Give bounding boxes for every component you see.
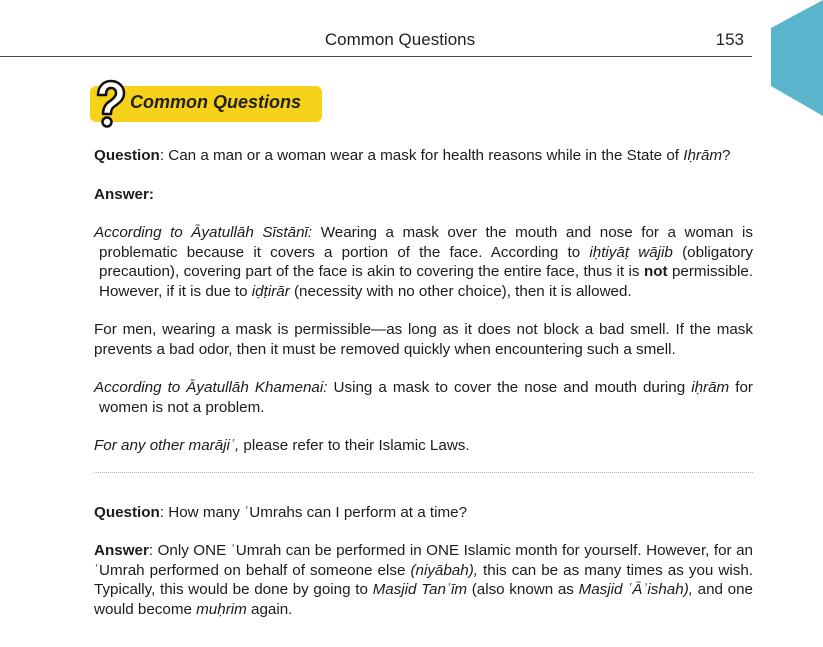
- section-banner: [90, 83, 322, 123]
- question-label: Question: [94, 147, 160, 164]
- banner-title: Common Questions: [130, 92, 302, 112]
- question-text: : How many ʿUmrahs can I perform at a time?: [159, 503, 468, 521]
- question-2: [94, 503, 753, 523]
- answer-label: Answer:: [94, 185, 154, 203]
- other-maraji-note: For any other marājiʿ, please refer to their Islamic Laws.: [94, 437, 470, 454]
- question-term: Iḥrām: [683, 147, 723, 164]
- men-ruling: For men, wearing a mask is permissible—as long as it does not block a bad smell. If the mask prevents a bad odor, then it must be removed quickly when encountering such a smell.: [94, 321, 753, 358]
- page-content: [94, 146, 753, 619]
- running-header-title: Common Questions: [324, 30, 476, 49]
- question-text: : Can a man or a woman wear a mask for health reasons while in the State of: [159, 147, 684, 164]
- question-1: [94, 146, 753, 166]
- answer-label: Answer: [94, 542, 149, 559]
- answer-2: Answer: Only ONE ʿUmrah can be performed in ONE Islamic month for yourself. However, for an ʿUmrah performed on behalf of someone else (niyābah), this can be as many times as you wish. Typically, this would be done by going to Masjid Tanʿīm (also known as Masjid ʿĀʾishah), and one would become muḥrim again.: [94, 542, 753, 618]
- question-end: ?: [722, 147, 731, 164]
- sistani-ruling: According to Āyatullāh Sīstānī: Wearing a mask over the mouth and nose for a woman is problematic because it covers a portion of the face. According to iḥtiyāṭ wājib (obligatory precaution), covering part of the face is akin to covering the entire face, thus it is not permissible. However, if it is due to iḍṭirār (necessity with no other choice), then it is allowed.: [94, 224, 753, 300]
- header-rule: [0, 56, 752, 57]
- authority-khamenai: According to Āyatullāh Khamenai:: [94, 379, 328, 396]
- authority-sistani: According to Āyatullāh Sīstānī:: [94, 224, 313, 241]
- page-number: 153: [715, 30, 744, 49]
- corner-tab-shape: [771, 0, 823, 116]
- question-label: Question: [94, 503, 160, 521]
- page-header: [0, 0, 752, 58]
- question-mark-icon: [90, 79, 128, 129]
- khamenai-ruling: According to Āyatullāh Khamenai: Using a mask to cover the nose and mouth during iḥrām for women is not a problem.: [94, 379, 753, 416]
